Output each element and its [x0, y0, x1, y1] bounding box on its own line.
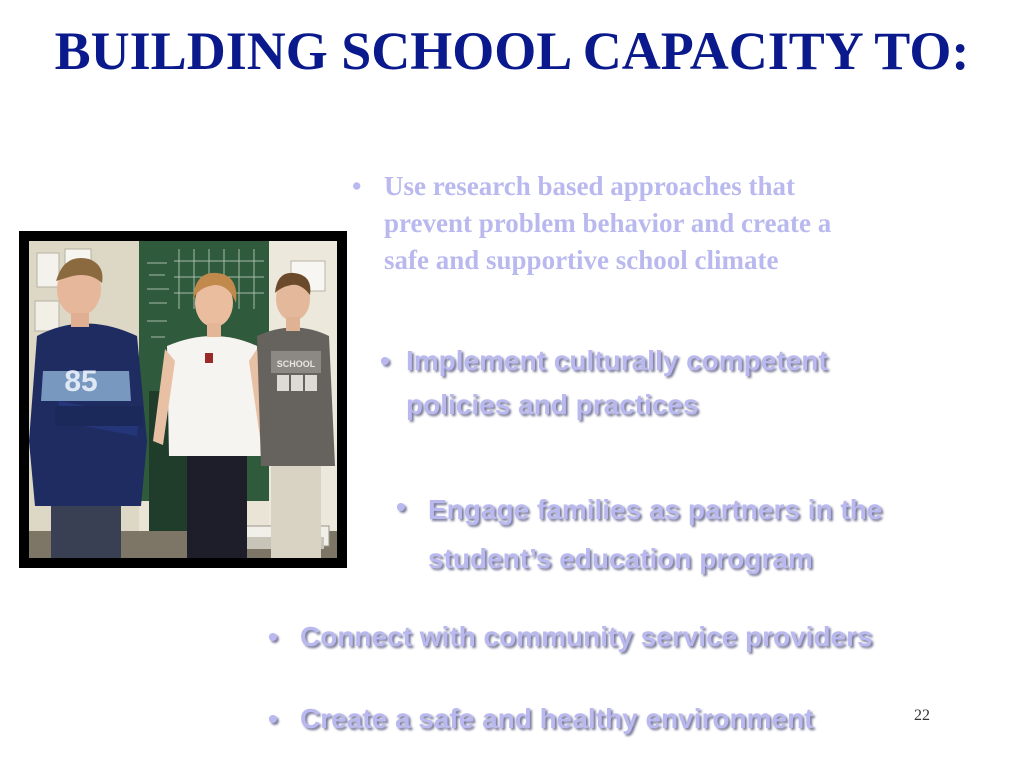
- bullet-text: Implement culturally competent policies and practices: [406, 345, 828, 420]
- bullet-community-providers: [268, 615, 1018, 659]
- bullet-text: Use research based approaches that prevent problem behavior and create a safe and supportive school climate: [384, 171, 832, 275]
- jersey-number: 85: [64, 365, 98, 398]
- bullet-text: Connect with community service providers: [300, 621, 873, 652]
- classroom-photo: [19, 231, 347, 568]
- photo-illustration: [29, 241, 337, 558]
- bullet-engage-families: [396, 485, 996, 583]
- bullet-marker: •: [268, 703, 278, 734]
- bullet-marker: •: [396, 491, 406, 522]
- bullet-text: Engage families as partners in the student’s education program: [428, 494, 883, 574]
- bullet-marker: •: [352, 171, 362, 201]
- bullet-culturally-competent: [380, 339, 940, 427]
- page-number: 22: [914, 707, 930, 724]
- bullet-marker: •: [380, 345, 390, 376]
- bullet-marker: •: [268, 621, 278, 652]
- bullet-text: Create a safe and healthy environment: [300, 703, 814, 734]
- bullet-research-approaches: [352, 168, 972, 279]
- slide-title: BUILDING SCHOOL CAPACITY TO:: [54, 21, 970, 81]
- tshirt-print: SCHOOL: [276, 359, 316, 369]
- bullet-safe-environment: [268, 697, 968, 741]
